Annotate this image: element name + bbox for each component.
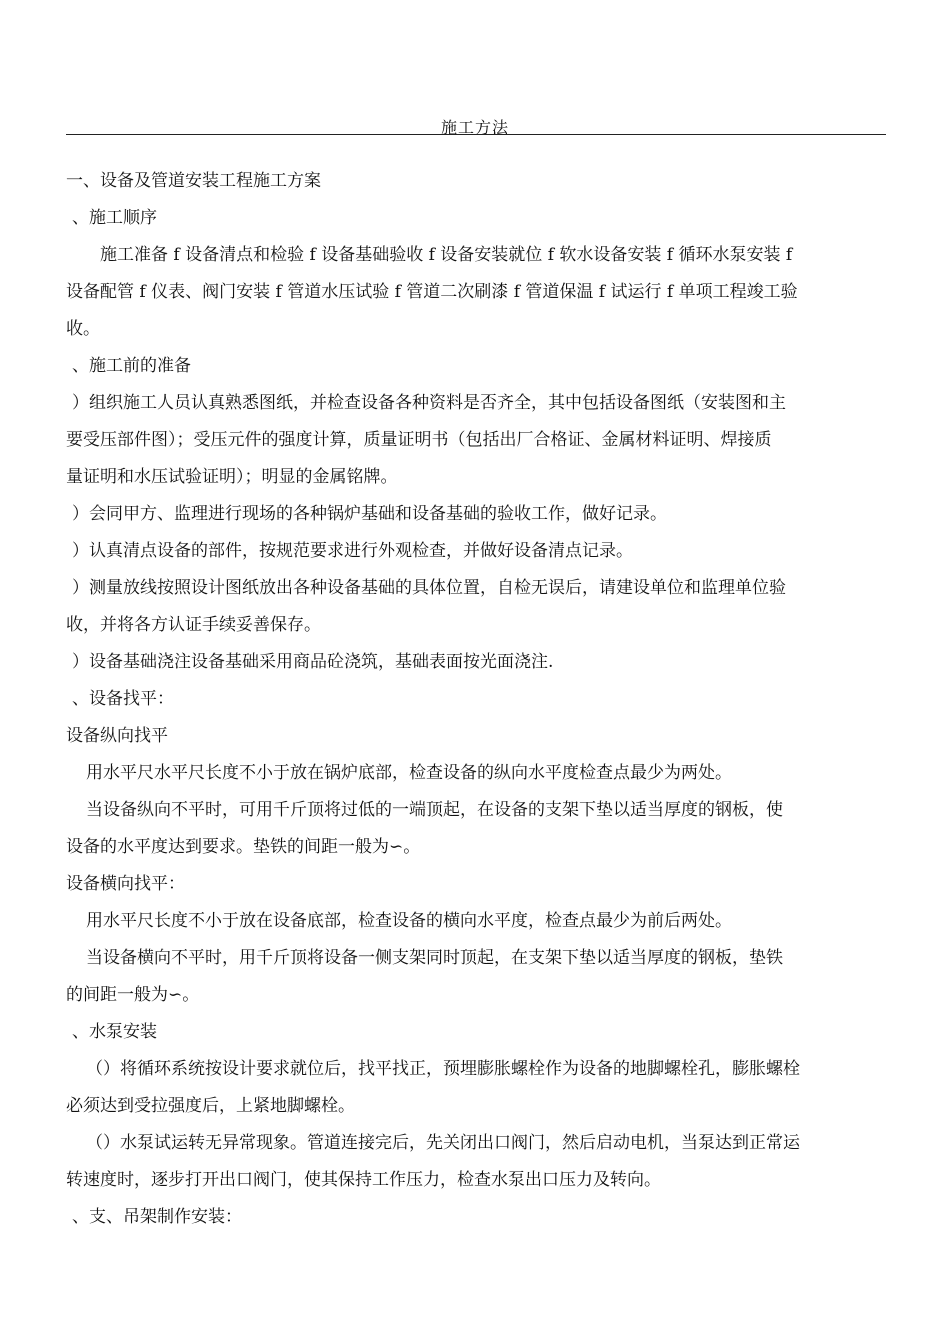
paragraph-line: 的间距一般为∽。 xyxy=(66,985,200,1005)
subsection-heading: 、支、吊架制作安装： xyxy=(72,1207,242,1227)
list-item-line: ）设备基础浇注设备基础采用商品砼浇筑，基础表面按光面浇注. xyxy=(72,652,554,672)
list-item-line: ）组织施工人员认真熟悉图纸，并检查设备各种资料是否齐全，其中包括设备图纸（安装图和主 xyxy=(72,393,786,413)
subsection-heading: 、施工前的准备 xyxy=(72,356,191,376)
sub-heading: 设备横向找平： xyxy=(66,874,185,894)
paragraph-line: 施工准备 f 设备清点和检验 f 设备基础验收 f 设备安装就位 f 软水设备安装 f 循环水泵安装 f xyxy=(100,245,793,265)
document-body xyxy=(66,163,884,1236)
section-heading: 一、设备及管道安装工程施工方案 xyxy=(66,171,321,191)
list-item-line: 要受压部件图）；受压元件的强度计算，质量证明书（包括出厂合格证、金属材料证明、焊接质 xyxy=(66,430,772,450)
page-title: 施工方法 xyxy=(440,118,509,137)
list-item-line: ）会同甲方、监理进行现场的各种锅炉基础和设备基础的验收工作，做好记录。 xyxy=(72,504,667,524)
list-item-line: 必须达到受拉强度后，上紧地脚螺栓。 xyxy=(66,1096,355,1116)
list-item-line: ）认真清点设备的部件，按规范要求进行外观检查，并做好设备清点记录。 xyxy=(72,541,633,561)
paragraph-line: 用水平尺水平尺长度不小于放在锅炉底部，检查设备的纵向水平度检查点最少为两处。 xyxy=(86,763,732,783)
subsection-heading: 、水泵安装 xyxy=(72,1022,157,1042)
paragraph-line: 收。 xyxy=(66,319,100,339)
list-item-line: ）测量放线按照设计图纸放出各种设备基础的具体位置，自检无误后，请建设单位和监理单位验 xyxy=(72,578,786,598)
paragraph-line: 当设备横向不平时，用千斤顶将设备一侧支架同时顶起，在支架下垫以适当厚度的钢板，垫铁 xyxy=(86,948,783,968)
paragraph-line: 设备配管 f 仪表、阀门安装 f 管道水压试验 f 管道二次刷漆 f 管道保温 f 试运行 f 单项工程竣工验 xyxy=(66,282,798,302)
list-item-line: 转速度时，逐步打开出口阀门，使其保持工作压力，检查水泵出口压力及转向。 xyxy=(66,1170,661,1190)
paragraph-line: 用水平尺长度不小于放在设备底部，检查设备的横向水平度，检查点最少为前后两处。 xyxy=(86,911,732,931)
paragraph-line: 设备的水平度达到要求。垫铁的间距一般为∽。 xyxy=(66,837,421,857)
header-divider xyxy=(66,134,886,135)
list-item-line: （）将循环系统按设计要求就位后，找平找正，预埋膨胀螺栓作为设备的地脚螺栓孔，膨胀螺栓 xyxy=(86,1059,800,1079)
list-item-line: （）水泵试运转无异常现象。管道连接完后，先关闭出口阀门，然后启动电机，当泵达到正常运 xyxy=(86,1133,800,1153)
sub-heading: 设备纵向找平 xyxy=(66,726,168,746)
list-item-line: 量证明和水压试验证明）；明显的金属铭牌。 xyxy=(66,467,398,487)
subsection-heading: 、施工顺序 xyxy=(72,208,157,228)
paragraph-line: 当设备纵向不平时，可用千斤顶将过低的一端顶起，在设备的支架下垫以适当厚度的钢板，使 xyxy=(86,800,783,820)
subsection-heading: 、设备找平： xyxy=(72,689,174,709)
list-item-line: 收，并将各方认证手续妥善保存。 xyxy=(66,615,321,635)
